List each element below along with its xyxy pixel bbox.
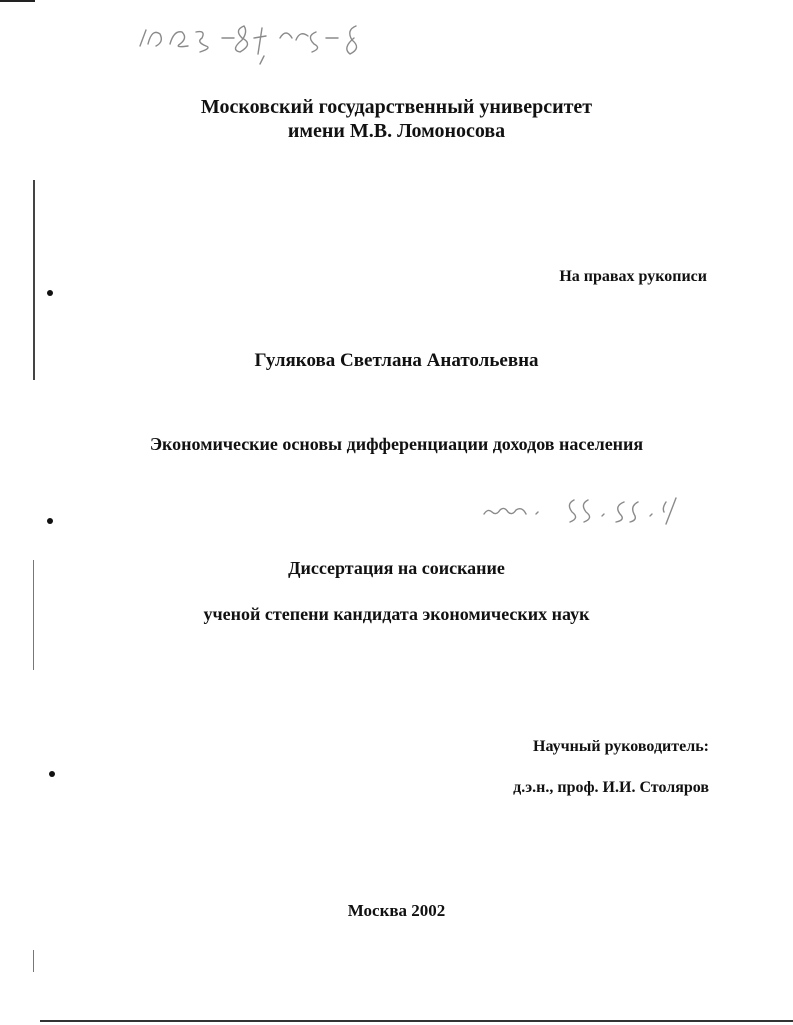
scan-margin-line-left-bottom [33, 950, 34, 972]
author-name: Гулякова Светлана Анатольевна [254, 350, 539, 371]
binding-hole-mark [47, 518, 53, 524]
university-name: Московский государственный университет [200, 96, 593, 118]
handwritten-top-note [130, 8, 430, 68]
dissertation-title: Экономические основы дифференциации доходов населения [149, 434, 644, 454]
binding-hole-mark [49, 771, 55, 777]
university-name-2: имени М.В. Ломоносова [287, 120, 506, 142]
handwritten-middle-note [478, 488, 698, 528]
supervisor-name: д.э.н., проф. И.И. Столяров [513, 779, 709, 796]
dissertation-type-line1: Диссертация на соискание [288, 558, 505, 578]
binding-hole-mark [47, 290, 53, 296]
dissertation-type-line2: ученой степени кандидата экономических наук [203, 604, 590, 624]
scan-margin-line-top [0, 0, 35, 2]
city-year: Москва 2002 [347, 901, 446, 920]
scan-bottom-edge [40, 1020, 793, 1022]
manuscript-rights: На правах рукописи [559, 268, 707, 285]
supervisor-label: Научный руководитель: [533, 738, 709, 755]
